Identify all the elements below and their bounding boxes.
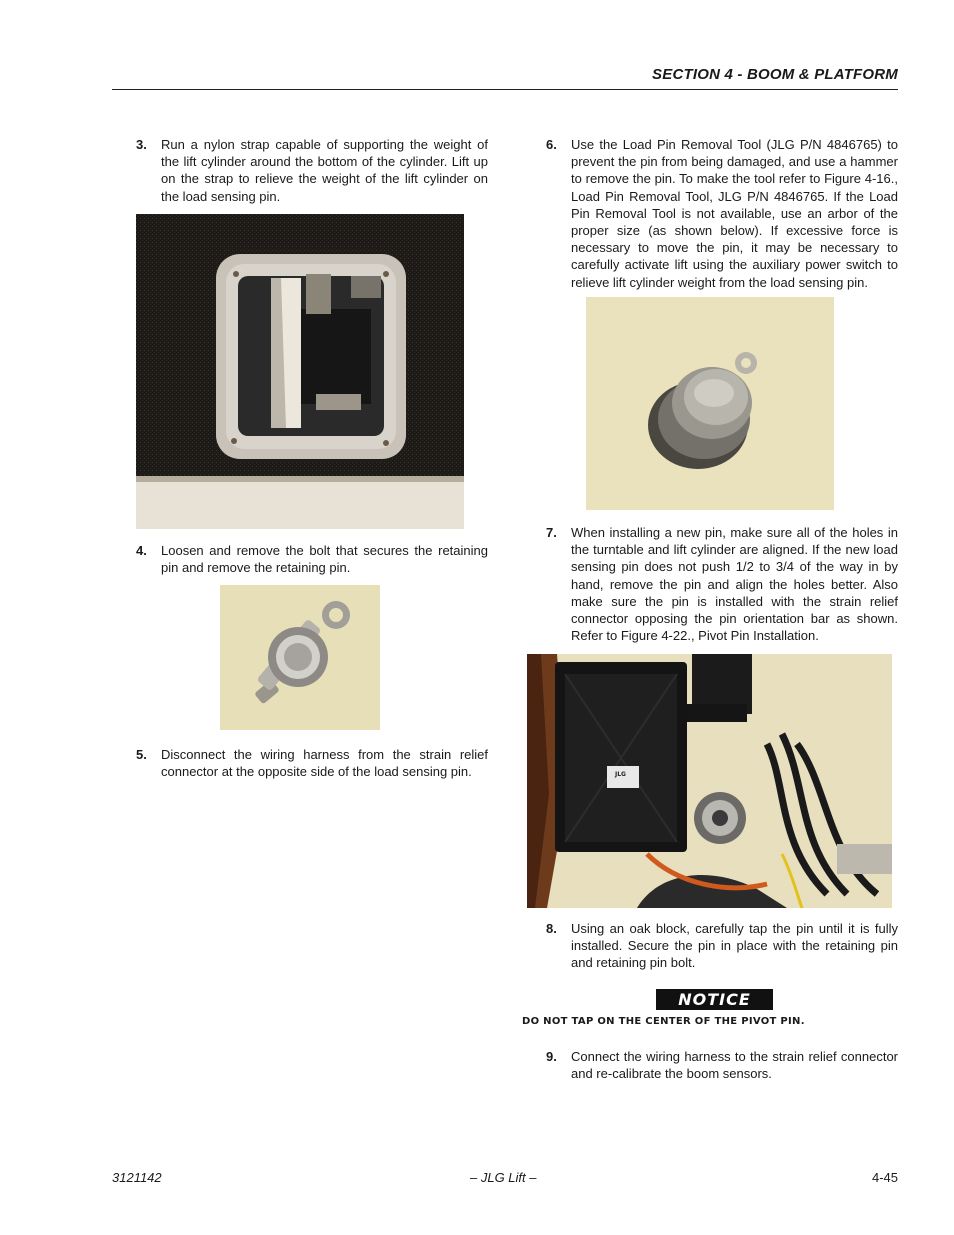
step-text: Loosen and remove the bolt that secures the retaining pin and remove the retaining pin.: [161, 543, 488, 576]
step-text: Connect the wiring harness to the strain relief connector and re-calibrate the boom sensors.: [571, 1049, 898, 1082]
step-number: 5.: [136, 747, 147, 762]
step-number: 6.: [546, 137, 557, 152]
step-number: 7.: [546, 525, 557, 540]
footer-center: – JLG Lift –: [470, 1170, 537, 1185]
footer-doc-number: 3121142: [112, 1170, 162, 1185]
header-rule: [112, 89, 898, 90]
jlg-logo-text: JLG: [615, 771, 626, 778]
step-number: 3.: [136, 137, 147, 152]
section-title: SECTION 4 - BOOM & PLATFORM: [652, 66, 898, 83]
step-number: 8.: [546, 921, 557, 936]
photo-pin-installation: [527, 654, 892, 908]
photo-pin-removal-tool: [586, 297, 834, 510]
step-number: 9.: [546, 1049, 557, 1064]
notice-badge: NOTICE: [656, 989, 773, 1010]
photo-retaining-pin: [220, 585, 380, 730]
footer-page-number: 4-45: [871, 1170, 898, 1185]
photo-access-opening: [136, 214, 464, 529]
step-text: When installing a new pin, make sure all of the holes in the turntable and lift cylinder are aligned. If the new load sensing pin does not push 1/2 to 3/4 of the way in by hand, remove the pin and align the holes better. Also make sure the pin is installed with the strain relief connector opposing the pin orientation bar as shown. Refer to Figure 4-22., Pivot Pin Installation.: [571, 525, 898, 644]
step-text: Using an oak block, carefully tap the pin until it is fully installed. Secure the pin in place with the retaining pin and retaining pin bolt.: [571, 921, 898, 971]
step-text: Use the Load Pin Removal Tool (JLG P/N 4846765) to prevent the pin from being damaged, and use a hammer to remove the pin. To make the tool refer to Figure 4-16., Load Pin Removal Tool, JLG P/N 4846765. If the Load Pin Removal Tool is not available, use an arbor of the proper size (as shown below). If excessive force is necessary to move the pin, it may be necessary to carefully activate lift using the auxiliary power switch to relieve lift cylinder weight from the load sensing pin.: [571, 137, 898, 290]
notice-text: DO NOT TAP ON THE CENTER OF THE PIVOT PIN.: [522, 1016, 805, 1027]
step-number: 4.: [136, 543, 147, 558]
step-text: Run a nylon strap capable of supporting the weight of the lift cylinder around the bottom of the cylinder. Lift up on the strap to relieve the weight of the lift cylinder on the load sensing pin.: [161, 137, 488, 204]
step-text: Disconnect the wiring harness from the strain relief connector at the opposite side of the load sensing pin.: [161, 747, 488, 780]
